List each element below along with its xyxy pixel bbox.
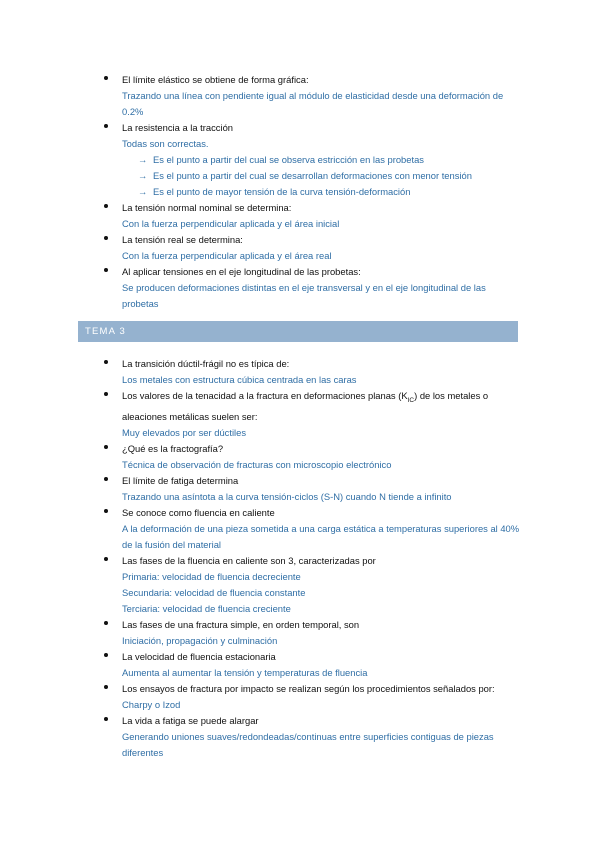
question-text-part: ) de los metales o aleaciones metálicas suelen ser: xyxy=(122,390,489,422)
list-item xyxy=(0,713,600,761)
question-text: Al aplicar tensiones en el eje longitudinal de las probetas: xyxy=(122,266,361,277)
bullet-icon xyxy=(104,477,108,481)
sub-answer-text: Es el punto a partir del cual se desarrollan deformaciones con menor tensión xyxy=(153,170,472,181)
question-text-part: Los valores de la tenacidad a la fractura en deformaciones planas (K xyxy=(122,390,408,401)
list-item xyxy=(0,264,600,312)
arrow-right-icon: → xyxy=(138,170,148,181)
question-list-tema3 xyxy=(0,356,600,761)
bullet-icon xyxy=(104,204,108,208)
answer-text: Los metales con estructura cúbica centrada en las caras xyxy=(122,374,357,385)
question-text: La velocidad de fluencia estacionaria xyxy=(122,650,276,662)
answer-text: Trazando una asíntota a la curva tensión-ciclos (S-N) cuando N tiende a infinito xyxy=(122,490,452,502)
answer-text: Primaria: velocidad de fluencia decreciente xyxy=(122,570,301,582)
bullet-icon xyxy=(104,360,108,364)
answer-text: Todas son correctas. xyxy=(122,138,209,149)
question-text: Las fases de una fractura simple, en orden temporal, son xyxy=(122,618,360,630)
bullet-icon xyxy=(104,717,108,721)
list-item xyxy=(0,72,600,120)
sub-answer-text: Es el punto a partir del cual se observa estricción en las probetas xyxy=(153,154,424,165)
bullet-icon xyxy=(104,621,108,625)
bullet-icon xyxy=(104,124,108,128)
list-item xyxy=(0,120,600,200)
question-text: La vida a fatiga se puede alargar xyxy=(122,714,259,726)
bullet-icon xyxy=(104,392,108,396)
answer-text: Con la fuerza perpendicular aplicada y el área real xyxy=(122,250,332,261)
question-text: El límite elástico se obtiene de forma gráfica: xyxy=(122,74,309,85)
bullet-icon xyxy=(104,236,108,240)
question-text: La tensión real se determina: xyxy=(122,234,243,245)
sub-answer xyxy=(122,184,520,200)
answer-text: A la deformación de una pieza sometida a una carga estática a temperaturas superiores al 40% de la fusión del material xyxy=(122,522,520,550)
answer-text: Secundaria: velocidad de fluencia constante xyxy=(122,586,306,598)
bullet-icon xyxy=(104,445,108,449)
list-item xyxy=(0,473,600,505)
bullet-icon xyxy=(104,685,108,689)
question-text: La transición dúctil-frágil no es típica de: xyxy=(122,358,290,369)
list-item xyxy=(0,617,600,649)
bullet-icon xyxy=(104,509,108,513)
sub-answer-text: Es el punto de mayor tensión de la curva tensión-deformación xyxy=(153,186,411,197)
list-item xyxy=(0,232,600,264)
question-text: La resistencia a la tracción xyxy=(122,122,233,133)
answer-text: Charpy o Izod xyxy=(122,698,181,710)
question-text: ¿Qué es la fractografía? xyxy=(122,442,224,454)
arrow-right-icon: → xyxy=(138,154,148,165)
answer-text: Con la fuerza perpendicular aplicada y el área inicial xyxy=(122,218,340,229)
bullet-icon xyxy=(104,653,108,657)
answer-text: Terciaria: velocidad de fluencia creciente xyxy=(122,602,291,614)
answer-text: Se producen deformaciones distintas en el eje transversal y en el eje longitudinal de las probetas xyxy=(122,282,486,309)
question-text: Los ensayos de fractura por impacto se realizan según los procedimientos señalados por: xyxy=(122,682,495,694)
question-text: La tensión normal nominal se determina: xyxy=(122,202,292,213)
section-header: TEMA 3 xyxy=(78,321,518,342)
question-text: El límite de fatiga determina xyxy=(122,474,239,486)
list-item xyxy=(0,200,600,232)
bullet-icon xyxy=(104,76,108,80)
arrow-right-icon: → xyxy=(138,186,148,197)
bullet-icon xyxy=(104,268,108,272)
list-item xyxy=(0,681,600,713)
question-text: Las fases de la fluencia en caliente son 3, caracterizadas por xyxy=(122,554,376,566)
list-item xyxy=(0,553,600,617)
answer-text: Aumenta al aumentar la tensión y temperaturas de fluencia xyxy=(122,666,368,678)
list-item xyxy=(0,649,600,681)
question-text xyxy=(122,388,520,425)
answer-text: Muy elevados por ser dúctiles xyxy=(122,426,247,438)
sub-answer xyxy=(122,152,520,168)
question-text: Se conoce como fluencia en caliente xyxy=(122,506,275,518)
bullet-icon xyxy=(104,557,108,561)
answer-text: Generando uniones suaves/redondeadas/continuas entre superficies contiguas de piezas diferentes xyxy=(122,730,494,758)
answer-text: Trazando una línea con pendiente igual al módulo de elasticidad desde una deformación de 0.2% xyxy=(122,90,504,117)
list-item xyxy=(0,388,600,441)
subscript: IC xyxy=(407,396,415,404)
list-item xyxy=(0,356,600,388)
answer-text: Iniciación, propagación y culminación xyxy=(122,634,278,646)
list-item xyxy=(0,505,600,553)
question-list-top xyxy=(0,72,600,312)
sub-answer xyxy=(122,168,520,184)
answer-text: Técnica de observación de fracturas con microscopio electrónico xyxy=(122,458,392,470)
list-item xyxy=(0,441,600,473)
